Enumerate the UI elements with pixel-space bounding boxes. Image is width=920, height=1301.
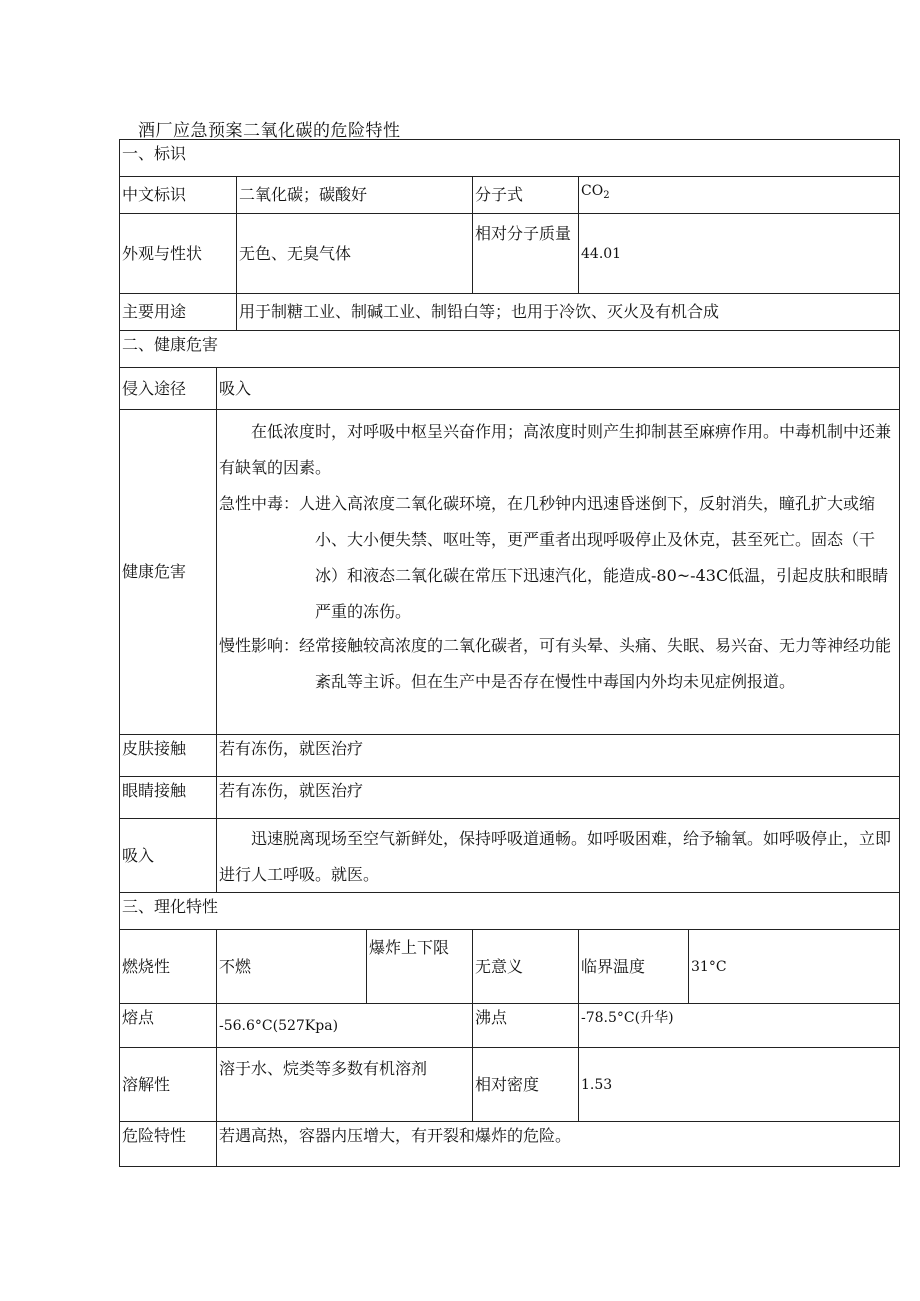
route-label: 侵入途径 bbox=[119, 367, 216, 409]
inhale-label: 吸入 bbox=[119, 818, 216, 892]
melting-value: -56.6°C(527Kpa) bbox=[216, 1003, 472, 1047]
danger-label: 危险特性 bbox=[119, 1121, 216, 1167]
inhale-cell bbox=[216, 818, 900, 892]
cn-name-value: 二氧化碳；碳酸好 bbox=[236, 176, 472, 213]
hazard-intro: 在低浓度时，对呼吸中枢呈兴奋作用；高浓度时则产生抑制甚至麻痹作用。中毒机制中还兼有缺氧的因素。 bbox=[219, 422, 892, 477]
appearance-value: 无色、无臭气体 bbox=[236, 213, 472, 293]
flammability-label: 燃烧性 bbox=[119, 929, 216, 1003]
chronic-effects: 慢性影响：经常接触较高浓度的二氧化碳者，可有头晕、头痛、失眠、易兴奋、无力等神经功能紊乱等主诉。但在生产中是否存在慢性中毒国内外均未见症例报道。 bbox=[219, 636, 892, 691]
section2-heading: 二、健康危害 bbox=[119, 330, 900, 367]
mass-value: 44.01 bbox=[578, 213, 900, 293]
density-value: 1.53 bbox=[578, 1047, 900, 1121]
hazard-cell bbox=[216, 409, 900, 734]
hazard-label: 健康危害 bbox=[119, 409, 216, 734]
explosion-label: 爆炸上下限 bbox=[366, 929, 472, 1003]
use-value: 用于制糖工业、制碱工业、制铅白等；也用于冷饮、灭火及有机合成 bbox=[236, 293, 900, 330]
skin-value: 若有冻伤，就医治疗 bbox=[216, 734, 900, 776]
danger-value: 若遇高热，容器内压增大，有开裂和爆炸的危险。 bbox=[216, 1121, 900, 1167]
eye-value: 若有冻伤，就医治疗 bbox=[216, 776, 900, 818]
acute-poisoning: 急性中毒：人进入高浓度二氧化碳环境，在几秒钟内迅速昏迷倒下，反射消失，瞳孔扩大或缩小、大小便失禁、呕吐等，更严重者出现呼吸停止及休克，甚至死亡。固态（干冰）和液态二氧化碳在常压下迅速汽化，能造成-80~-43C低温，引起皮肤和眼睛严重的冻伤。 bbox=[219, 494, 889, 621]
critical-temp-value: 31°C bbox=[688, 929, 900, 1003]
route-value: 吸入 bbox=[216, 367, 900, 409]
cn-name-label: 中文标识 bbox=[119, 176, 236, 213]
solubility-label: 溶解性 bbox=[119, 1047, 216, 1121]
formula-sub: 2 bbox=[603, 190, 610, 201]
solubility-value: 溶于水、烷类等多数有机溶剂 bbox=[216, 1047, 472, 1121]
boiling-label: 沸点 bbox=[472, 1003, 578, 1047]
appearance-label: 外观与性状 bbox=[119, 213, 236, 293]
use-label: 主要用途 bbox=[119, 293, 236, 330]
section3-heading: 三、理化特性 bbox=[119, 892, 900, 929]
explosion-value: 无意义 bbox=[472, 929, 578, 1003]
skin-label: 皮肤接触 bbox=[119, 734, 216, 776]
inhale-value: 迅速脱离现场至空气新鲜处，保持呼吸道通畅。如呼吸困难，给予输氧。如呼吸停止，立即进行人工呼吸。就医。 bbox=[219, 829, 892, 884]
page-title: 酒厂应急预案二氧化碳的危险特性 bbox=[138, 121, 401, 141]
critical-temp-label: 临界温度 bbox=[578, 929, 688, 1003]
density-label: 相对密度 bbox=[472, 1047, 578, 1121]
mass-label: 相对分子质量 bbox=[472, 213, 578, 293]
eye-label: 眼睛接触 bbox=[119, 776, 216, 818]
section1-heading: 一、标识 bbox=[119, 139, 900, 176]
flammability-value: 不燃 bbox=[216, 929, 366, 1003]
formula-main: CO bbox=[581, 183, 604, 199]
boiling-value: -78.5°C(升华) bbox=[578, 1003, 900, 1047]
formula-label: 分子式 bbox=[472, 176, 578, 213]
formula-value bbox=[578, 176, 900, 213]
melting-label: 熔点 bbox=[119, 1003, 216, 1047]
